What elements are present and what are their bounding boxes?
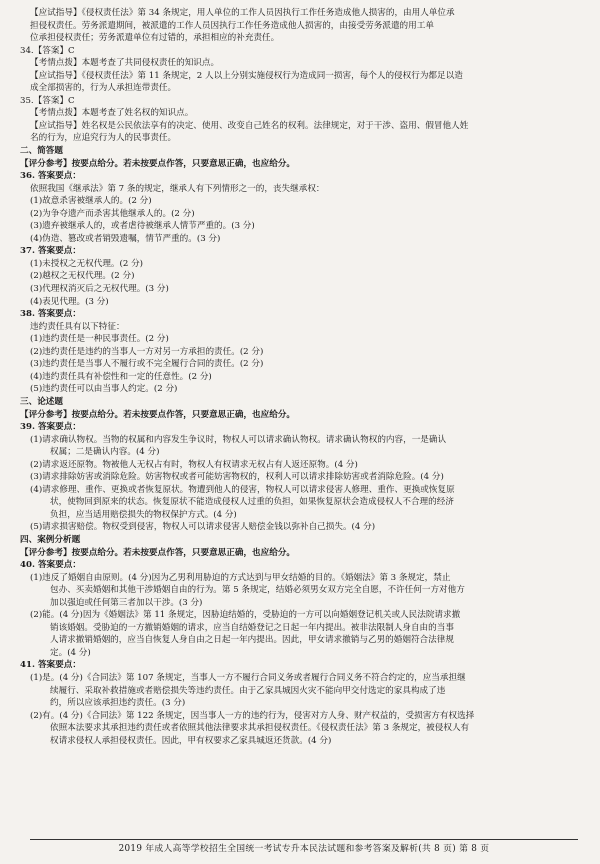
text-line: (1)是。(4 分)《合同法》第 107 条规定，当事人一方不履行合同义务或者履行合同义务不符合约定的，应当承担继	[30, 672, 466, 683]
text-line: (1)故意杀害被继承人的。(2 分)	[30, 196, 152, 207]
text-line: (2)越权之无权代理。(2 分)	[30, 271, 135, 282]
text-line: 38. 答案要点：	[20, 309, 81, 320]
text-line: (2)能。(4 分)因为《婚姻法》第 11 条规定，因胁迫结婚的，受胁迫的一方可以向婚姻登记机关或人民法院请求撤	[30, 610, 461, 621]
text-line: 40. 答案要点：	[20, 560, 81, 571]
text-line: 【考情点拨】本题考查了姓名权的知识点。	[30, 108, 194, 119]
text-line: 41. 答案要点：	[20, 660, 81, 671]
text-line: (3)遗弃被继承人的，或者虐待被继承人情节严重的。(3 分)	[30, 221, 255, 232]
text-line: (1)请求确认物权。当物的权属和内容发生争议时，物权人可以请求确认物权。请求确认物权的内容，一是确认	[30, 434, 447, 445]
text-line: 依照我国《继承法》第 7 条的规定，继承人有下列情形之一的，丧失继承权：	[30, 183, 325, 194]
text-line: (4)表见代理。(3 分)	[30, 296, 109, 307]
text-line: 【评分参考】按要点给分。若未按要点作答，只要意思正确，也应给分。	[20, 547, 296, 558]
text-line: 36. 答案要点：	[20, 171, 81, 182]
text-line: 【考情点拨】本题考查了共同侵权责任的知识点。	[30, 58, 220, 69]
text-line: 状，使物回到原来的状态。恢复原状不能造成侵权人过重的负担，如果恢复原状会造成侵权人不合理的经济	[50, 497, 454, 508]
text-line: (1)违反了婚姻自由原则。(4 分)因为乙男利用胁迫的方式达到与甲女结婚的目的。《婚姻法》第 3 条规定，禁止	[30, 572, 451, 583]
text-line: 39. 答案要点：	[20, 422, 81, 433]
text-line: (4)请求修理、重作、更换或者恢复原状。物遭到他人的侵害，物权人可以请求侵害人修理、重作、更换或恢复原	[30, 484, 455, 495]
text-line: 位承担侵权责任；劳务派遣单位有过错的，承担相应的补充责任。	[30, 33, 280, 44]
text-line: 【评分参考】按要点给分。若未按要点作答，只要意思正确，也应给分。	[20, 409, 296, 420]
text-line: (3)违约责任是当事人不履行或不完全履行合同的责任。(2 分)	[30, 359, 264, 370]
text-line: 违约责任具有以下特征：	[30, 321, 125, 332]
text-line: 续履行、采取补救措施或者赔偿损失等违约责任。由于乙家具城因火灾不能向甲交付选定的家具构成了违	[50, 685, 446, 696]
text-line: (4)伪造、篡改或者销毁遗嘱，情节严重的。(3 分)	[30, 233, 221, 244]
text-line: 约，所以应该承担违约责任。(3 分)	[50, 698, 186, 709]
text-line: 依照本法要求其承担违约责任或者依照其他法律要求其承担侵权责任。《侵权责任法》第 3 条规定，被侵权人有	[50, 723, 470, 734]
answer-content	[20, 7, 582, 747]
text-line: 【应试指导】《侵权责任法》第 34 条规定，用人单位的工作人员因执行工作任务造成他人损害的，由用人单位承	[30, 8, 455, 18]
text-line: 37. 答案要点：	[20, 246, 81, 257]
text-line: (1)违约责任是一种民事责任。(2 分)	[30, 334, 169, 345]
text-line: (1)未授权之无权代理。(2 分)	[30, 258, 144, 269]
text-line: (3)请求排除妨害或消除危险。妨害物权或者可能妨害物权的，权利人可以请求排除妨害或者消除危险。(4 分)	[30, 472, 444, 483]
text-line: 三、论述题	[20, 396, 63, 407]
text-line: 【评分参考】按要点给分。若未按要点作答，只要意思正确，也应给分。	[20, 158, 296, 169]
text-line: 成全部损害的，行为人承担连带责任。	[30, 83, 177, 94]
text-line: 35.【答案】C	[20, 95, 75, 106]
text-line: 担侵权责任。劳务派遣期间，被派遣的工作人员因执行工作任务造成他人损害的，由接受劳务派遣的用工单	[30, 20, 434, 31]
text-line: (2)有。(4 分)《合同法》第 122 条规定，因当事人一方的违约行为，侵害对方人身、财产权益的，受损害方有权选择	[30, 710, 475, 721]
text-line: (2)请求返还原物。物被他人无权占有时，物权人有权请求无权占有人返还原物。(4 分)	[30, 459, 358, 470]
text-line: 权属；二是确认内容。(4 分)	[50, 447, 160, 458]
text-line: 负担，应当适用赔偿损失的物权保护方式。(4 分)	[50, 509, 237, 520]
text-line: (5)违约责任可以由当事人约定。(2 分)	[30, 384, 178, 395]
page-footer: 2019 年成人高等学校招生全国统一考试专升本民法试题和参考答案及解析(共 8 页) 第 8 页	[30, 839, 578, 856]
text-line: 34.【答案】C	[20, 45, 75, 56]
text-line: 名的行为，应追究行为人的民事责任。	[30, 133, 177, 144]
text-line: 【应试指导】《侵权责任法》第 11 条规定，2 人以上分别实施侵权行为造成同一损害，每个人的侵权行为都足以造	[30, 70, 463, 81]
text-line: 权请求侵权人承担侵权责任。因此，甲有权要求乙家具城返还货款。(4 分)	[50, 735, 332, 746]
text-line: (2)为争夺遗产而杀害其他继承人的。(2 分)	[30, 208, 195, 219]
text-line: 人请求撤销婚姻的，应当自恢复人身自由之日起一年内提出。因此，甲女请求撤销与乙男的婚姻符合法律规	[50, 635, 454, 646]
text-line: (4)违约责任具有补偿性和一定的任意性。(2 分)	[30, 371, 212, 382]
text-line: 四、案例分析题	[20, 534, 81, 545]
text-line: 加以强迫或任何第三者加以干涉。(3 分)	[50, 597, 203, 608]
text-line: 销该婚姻。受胁迫的一方撤销婚姻的请求，应当自结婚登记之日起一年内提出。被非法限制人身自由的当事	[50, 622, 454, 633]
text-line: (5)请求损害赔偿。物权受到侵害，物权人可以请求侵害人赔偿金钱以弥补自己损失。(4 分)	[30, 522, 376, 533]
text-line: 二、简答题	[20, 146, 63, 157]
text-line: 【应试指导】姓名权是公民依法享有的决定、使用、改变自己姓名的权利。法律规定，对于干涉、盗用、假冒他人姓	[30, 120, 469, 131]
text-line: 定。(4 分)	[50, 647, 91, 658]
text-line: (3)代理权消灭后之无权代理。(3 分)	[30, 284, 169, 295]
text-line: 包办、买卖婚姻和其他干涉婚姻自由的行为。第 5 条规定，结婚必须男女双方完全自愿，不许任何一方对他方	[50, 585, 465, 596]
text-line: (2)违约责任是违约的当事人一方对另一方承担的责任。(2 分)	[30, 346, 264, 357]
